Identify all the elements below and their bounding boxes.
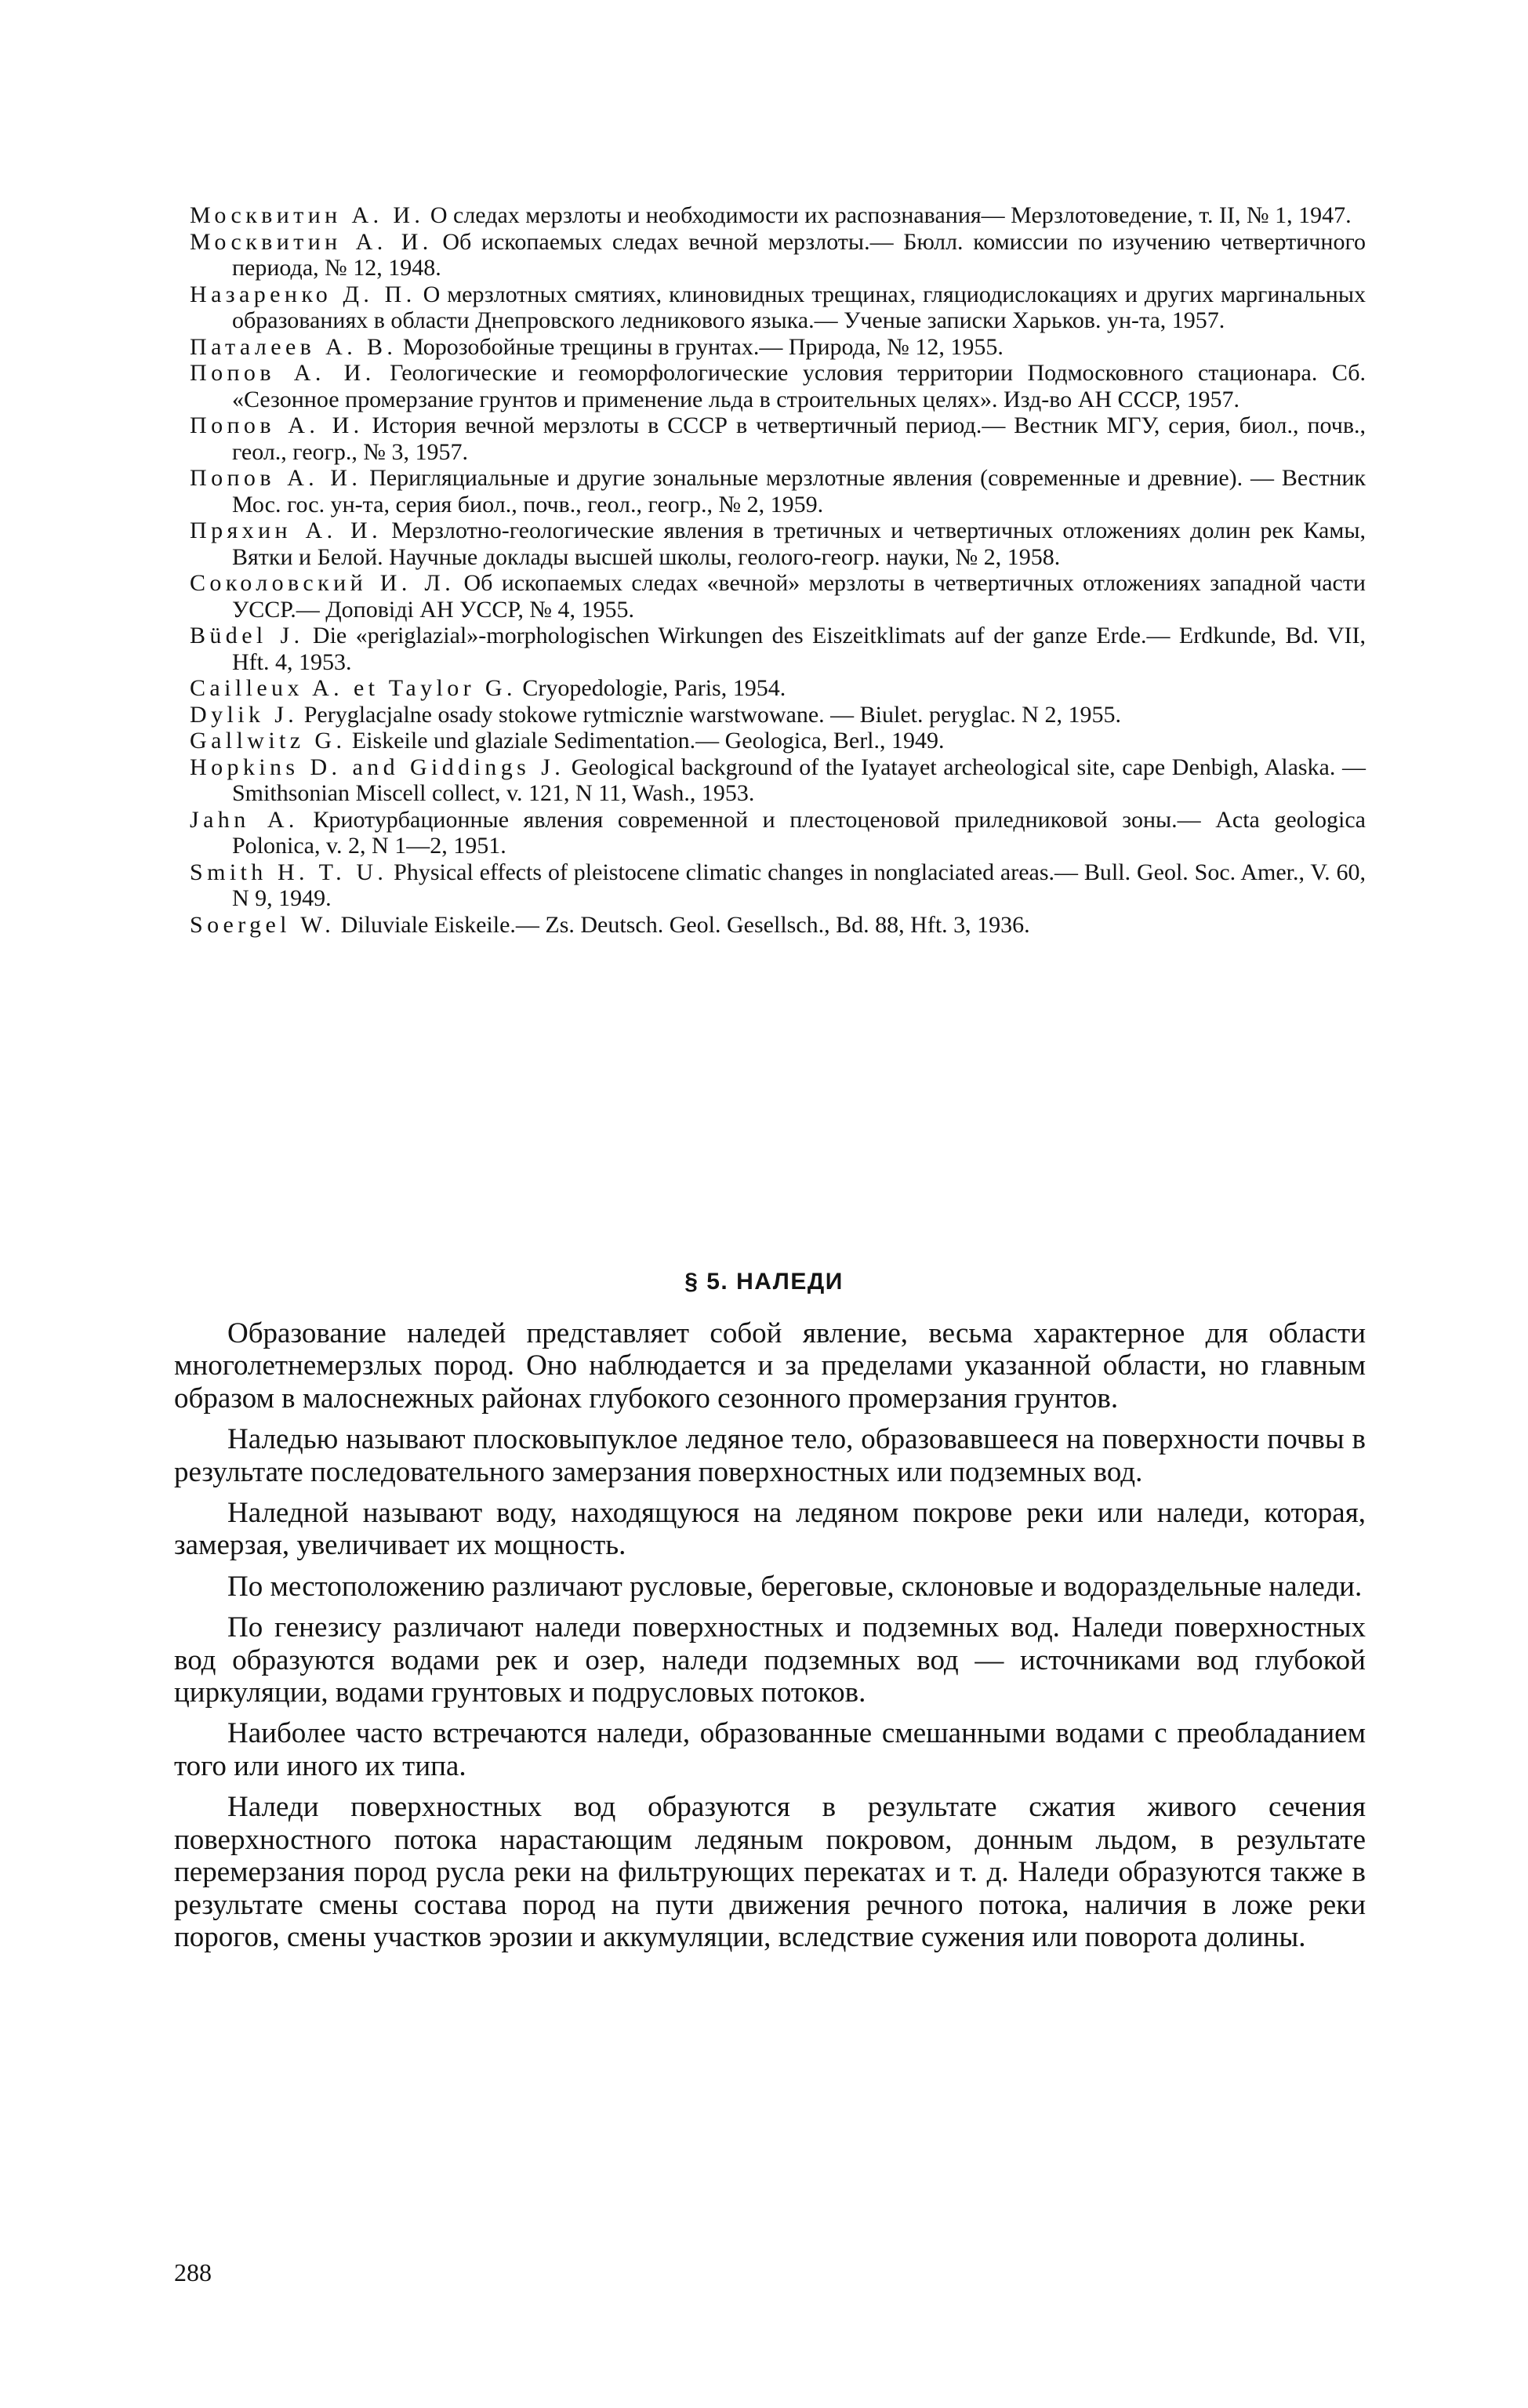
reference-text: Морозобойные трещины в грунтах.— Природа, № 12, 1955. [402,333,1004,360]
reference-text: Eiskeile und glaziale Sedimentation.— Geologica, Berl., 1949. [351,728,945,754]
reference-entry [190,229,1366,281]
reference-text: Cryopedologie, Paris, 1954. [522,675,786,701]
body-paragraph: Наледи поверхностных вод образуются в результате сжатия живого сечения поверхностного потока нарастающим ледяным покровом, донным льдом, в результате перемерзания пород русла реки на фильтрующих перекатах и т. д. Наледи образуются также в результате смены состава пород на пути движения речного потока, наличия в ложе реки порогов, смены участков эрозии и аккумуляции, вследствие сужения или поворота долины. [174,1791,1366,1953]
reference-text: Мерзлотно-геологические явления в третичных и четвертичных отложениях долин рек Камы, Вятки и Белой. Научные доклады высшей школы, геолого-геогр. науки, № 2, 1958. [232,518,1366,570]
reference-author: Попов А. И. [190,360,376,386]
reference-author: Dylik J. [190,701,299,728]
reference-author: Büdel J. [190,623,304,648]
reference-entry [190,623,1366,675]
section-body [174,1317,1366,1962]
reference-entry [190,859,1366,912]
reference-text: Physical effects of pleistocene climatic changes in nonglaciated areas.— Bull. Geol. Soc. Amer., V. 60, N 9, 1949. [232,859,1366,911]
body-paragraph: Образование наледей представляет собой явление, весьма характерное для области многолетнемерзлых пород. Оно наблюдается и за пределами указанной области, но главным образом в малоснежных районах глубокого сезонного промерзания грунтов. [174,1317,1366,1415]
reference-entry [190,728,1366,754]
page-number: 288 [174,2258,212,2286]
reference-author: Паталеев А. В. [190,333,397,360]
reference-author: Москвитин А. И. [190,228,433,255]
reference-entry [190,570,1366,623]
reference-text: Diluviale Eiskeile.— Zs. Deutsch. Geol. Gesellsch., Bd. 88, Hft. 3, 1936. [340,911,1030,938]
reference-entry [190,675,1366,702]
body-paragraph: Наледью называют плосковыпуклое ледяное тело, образовавшееся на поверхности почвы в результате последовательного замерзания поверхностных или подземных вод. [174,1423,1366,1488]
reference-author: Назаренко Д. П. [190,281,416,307]
reference-entry [190,754,1366,807]
reference-author: Соколовский И. Л. [190,570,455,596]
body-paragraph: По местоположению различают русловые, береговые, склоновые и водораздельные наледи. [227,1570,1363,1603]
reference-entry [190,807,1366,859]
reference-text: Перигляциальные и другие зональные мерзлотные явления (современные и древние). — Вестник Мос. гос. ун-та, серия биол., почв., геол., геогр., № 2, 1959. [232,465,1366,518]
reference-text: Геологические и геоморфологические условия территории Подмосковного стационара. Сб. «Сезонное промерзание грунтов и применение льда в строительных целях». Изд-во АН СССР, 1957. [232,360,1366,412]
reference-entry [190,202,1366,229]
reference-author: Пряхин А. И. [190,518,383,543]
reference-entry [190,912,1366,939]
reference-text: Geological background of the Iyatayet archeological site, cape Denbigh, Alaska. — Smithsonian Miscell collect, v. 121, N 11, Wash., 1953. [232,754,1366,806]
reference-text: Криотурбационные явления современной и плестоценовой приледниковой зоны.— Acta geologica Polonica, v. 2, N 1—2, 1951. [232,806,1366,859]
reference-entry [190,518,1366,570]
body-paragraph: Наледной называют воду, находящуюся на ледяном покрове реки или наледи, которая, замерзая, увеличивает их мощность. [174,1497,1366,1562]
reference-author: Москвитин А. И. [190,202,425,228]
body-paragraph: По генезису различают наледи поверхностных и подземных вод. Наледи поверхностных вод образуются водами рек и озер, наледи подземных вод — источниками вод глубокой циркуляции, водами грунтовых и подрусловых потоков. [174,1611,1366,1709]
reference-text: Peryglacjalne osady stokowe rytmicznie warstwowane. — Biulet. peryglac. N 2, 1955. [303,701,1121,728]
reference-author: Soergel W. [190,911,336,938]
reference-text: Die «periglazial»-morphologischen Wirkungen des Eiszeitklimats auf der ganze Erde.— Erdkunde, Bd. VII, Hft. 4, 1953. [232,623,1366,675]
reference-author: Попов А. И. [190,412,364,438]
reference-author: Gallwitz G. [190,728,347,754]
reference-author: Попов А. И. [190,465,362,491]
reference-entry [190,465,1366,518]
section-heading: § 5. НАЛЕДИ [684,1269,844,1295]
reference-text: О следах мерзлоты и необходимости их распознавания— Мерзлотоведение, т. II, № 1, 1947. [430,202,1352,228]
reference-author: Cailleux A. et Taylor G. [190,675,517,701]
reference-entry [190,360,1366,412]
reference-author: Smith H. T. U. [190,859,388,885]
reference-text: Об ископаемых следах вечной мерзлоты.— Бюлл. комиссии по изучению четвертичного периода, № 12, 1948. [232,228,1366,281]
reference-entry [190,702,1366,728]
reference-entry [190,412,1366,465]
reference-text: Об ископаемых следах «вечной» мерзлоты в четвертичных отложениях западной части УССР.— Доповіді АН УССР, № 4, 1955. [232,570,1366,623]
reference-text: О мерзлотных смятиях, клиновидных трещинах, гляциодислокациях и других маргинальных образованиях в области Днепровского ледникового языка.— Ученые записки Харьков. ун-та, 1957. [232,281,1366,333]
reference-entry [190,281,1366,334]
body-paragraph: Наиболее часто встречаются наледи, образованные смешанными водами с преобладанием того или иного их типа. [174,1717,1366,1782]
reference-author: Hopkins D. and Giddings J. [190,754,565,780]
reference-list [190,202,1366,938]
reference-text: История вечной мерзлоты в СССР в четвертичный период.— Вестник МГУ, серия, биол., почв., геол., геогр., № 3, 1957. [232,412,1366,465]
reference-entry [190,334,1366,361]
reference-author: Jahn A. [190,806,299,833]
